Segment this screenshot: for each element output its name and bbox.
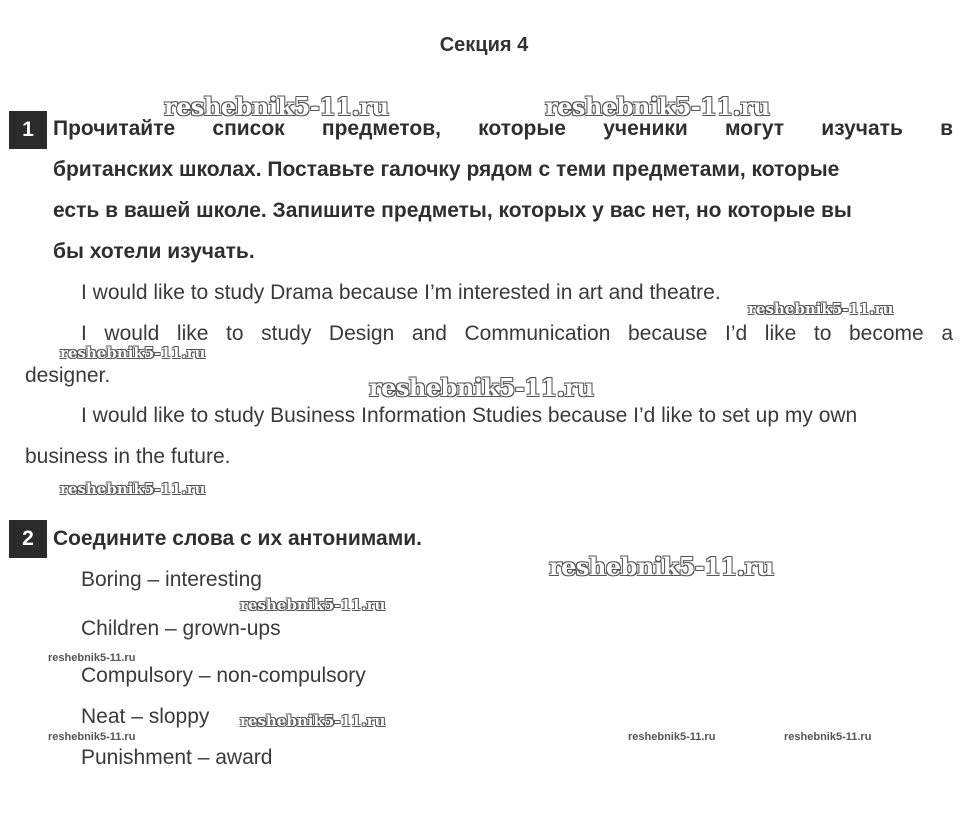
watermark: reshebnik5-11.ru [748, 300, 894, 318]
watermark: reshebnik5-11.ru [628, 731, 716, 743]
antonym-pair-2: Children – grown-ups [81, 617, 281, 640]
task-1-instruction-line-4: бы хотели изучать. [53, 240, 255, 263]
task-1-answer-line-3: designer. [25, 364, 111, 387]
task-1-answer-line-1: I would like to study Drama because I’m interested in art and theatre. [81, 281, 721, 304]
task-1-instruction-line-2: британских школах. Поставьте галочку рядом с теми предметами, которые [53, 158, 840, 181]
task-1-number: 1 [9, 111, 47, 149]
task-1-answer-line-4: I would like to study Business Information Studies because I’d like to set up my own [81, 404, 858, 427]
watermark: reshebnik5-11.ru [549, 552, 774, 581]
watermark: reshebnik5-11.ru [240, 596, 386, 614]
task-1-answer-line-5: business in the future. [25, 445, 231, 468]
antonym-pair-3: Compulsory – non-compulsory [81, 664, 366, 687]
watermark: reshebnik5-11.ru [240, 712, 386, 730]
watermark: reshebnik5-11.ru [164, 92, 389, 121]
task-2-number: 2 [9, 520, 47, 558]
watermark: reshebnik5-11.ru [784, 731, 872, 743]
antonym-pair-4: Neat – sloppy [81, 705, 210, 728]
antonym-pair-1: Boring – interesting [81, 568, 262, 591]
watermark: reshebnik5-11.ru [60, 344, 206, 362]
task-1-instruction-line-3: есть в вашей школе. Запишите предметы, которых у вас нет, но которые вы [53, 199, 852, 222]
watermark: reshebnik5-11.ru [60, 480, 206, 498]
task-1-instruction-line-1: Прочитайте список предметов, которые ученики могут изучать в [53, 117, 953, 140]
task-1-answer-line-2: I would like to study Design and Communication because I’d like to become a [81, 322, 953, 345]
watermark: reshebnik5-11.ru [545, 92, 770, 121]
watermark: reshebnik5-11.ru [48, 731, 136, 743]
watermark: reshebnik5-11.ru [369, 373, 594, 402]
task-2-instruction: Соедините слова с их антонимами. [53, 527, 422, 550]
section-title: Секция 4 [439, 34, 529, 56]
antonym-pair-5: Punishment – award [81, 746, 273, 769]
watermark: reshebnik5-11.ru [48, 652, 136, 664]
